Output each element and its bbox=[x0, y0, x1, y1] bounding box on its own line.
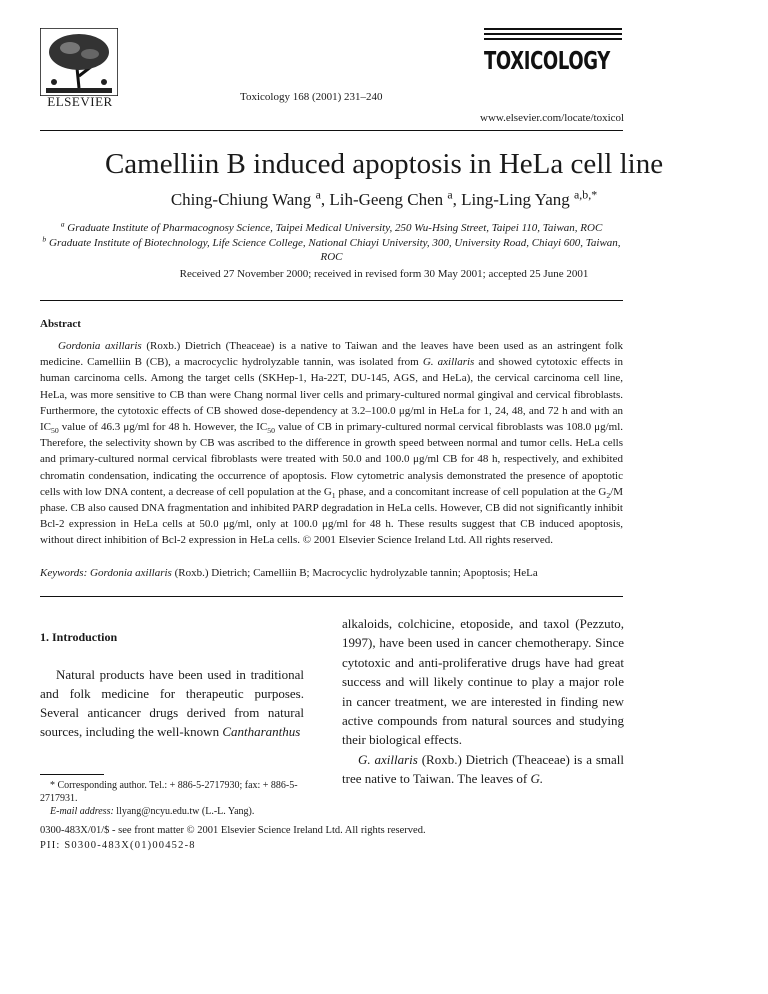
species-name: G. axillaris bbox=[422, 356, 475, 369]
abstract-segment: and showed cytotoxic effects in human carcinoma cells. Among the target cells (SKHep-1, Ha-22T, DU-145, AGS, and HeLa), the cervical carcinoma cell line, HeLa, was more sensitive to CB than were Chang normal liver cells and primary-cultured normal gingival and cervical fibroblasts. Furthermore, the cytotoxic effects of CB showed dose-dependency at 3.2–100.0 μg/ml in HeLa for 1, 24, 48, and 72 h and with an IC bbox=[40, 356, 623, 434]
affiliation-label: a bbox=[60, 219, 65, 229]
front-matter-line: 0300-483X/01/$ - see front matter © 2001 Elsevier Science Ireland Ltd. All rights reserved. bbox=[40, 825, 426, 836]
journal-masthead bbox=[484, 28, 622, 75]
journal-title: TOXICOLOGY bbox=[484, 46, 610, 75]
masthead-rule bbox=[484, 38, 622, 40]
left-column bbox=[40, 616, 304, 741]
body-paragraph: alkaloids, colchicine, etoposide, and taxol (Pezzuto, 1997), have been used in cancer chemotherapy. Since cytotoxic and anti-proliferative drugs have had great success and will likely continue to play a major role in cancer treatment, we are interested in finding new active compounds from natural sources and studying their biological effects. bbox=[342, 616, 624, 748]
author-name: Lih-Geeng Chen bbox=[329, 190, 444, 209]
affiliation-text: Graduate Institute of Biotechnology, Life Science College, National Chiayi University, 300, University Road, Chiayi 600, Taiwan, ROC bbox=[49, 237, 621, 263]
author-name: Ling-Ling Yang bbox=[461, 190, 570, 209]
abstract-top-divider bbox=[40, 300, 623, 301]
email-label: E-mail address: bbox=[50, 806, 114, 817]
author-list: Ching-Chiung Wang $^a$, Lih-Geeng Chen $^a$, Ling-Ling Yang $^{a,b,*}$ bbox=[170, 187, 598, 209]
affiliation-b bbox=[40, 236, 623, 264]
species-name: Gordonia axillaris bbox=[90, 567, 172, 579]
author-affil-mark: a bbox=[447, 187, 453, 202]
abstract-segment: /M phase. CB also caused DNA fragmentation and inhibited PARP degradation in HeLa cells. However, CB did not significantly inhibit Bcl-2 expression in HeLa cells at 50.0 μg/ml, only at 100.0 μg/ml for 48 h. These results suggest that CB induced apoptosis, without direct inhibition of Bcl-2 expression in HeLa cells. © 2001 Elsevier Science Ireland Ltd. All rights reserved. bbox=[40, 485, 623, 547]
affiliation-text: Graduate Institute of Pharmacognosy Science, Taipei Medical University, 250 Wu-Hsing Street, Taipei 110, Taiwan, ROC bbox=[67, 222, 603, 234]
subscript: 2 bbox=[606, 491, 611, 501]
subscript: 50 bbox=[51, 426, 59, 436]
affiliation-a bbox=[40, 219, 623, 234]
species-name: Cantharanthus bbox=[222, 724, 301, 739]
masthead-rule bbox=[484, 28, 622, 30]
subscript: 50 bbox=[267, 426, 275, 436]
keywords-list: (Roxb.) Dietrich; Camelliin B; Macrocyclic hydrolyzable tannin; Apoptosis; HeLa bbox=[171, 567, 538, 579]
pii-line: PII: S0300-483X(01)00452-8 bbox=[40, 840, 196, 851]
species-name: G. axillaris bbox=[358, 751, 418, 767]
author-affil-mark: a,b,* bbox=[574, 187, 598, 202]
subscript: 1 bbox=[331, 491, 336, 501]
body-paragraph bbox=[40, 665, 304, 741]
affiliation-label: b bbox=[42, 234, 47, 244]
section-heading: 1. Introduction bbox=[40, 630, 118, 644]
corresponding-author: * Corresponding author. Tel.: + 886-5-2717930; fax: + 886-5-2717931. bbox=[40, 780, 298, 804]
footnote bbox=[40, 779, 304, 818]
abstract-segment: value of CB in primary-cultured normal cervical fibroblasts was 108.0 μg/ml. Therefore, the selectivity shown by CB was ascribed to the difference in growth speed between normal and tumor cells. HeLa cells and primary-cultured normal cervical fibroblasts were treated with 50.0 and 100.0 μg/ml CB for 48 h, respectively, and exhibited chromatin condensation, indicating the occurrence of apoptosis. Flow cytometric analysis demonstrated the presence of apoptotic cells with low DNA content, a decrease of cell population at the G bbox=[40, 421, 624, 498]
keywords-label: Keywords: bbox=[40, 567, 88, 579]
abstract-segment: value of 46.3 μg/ml for 48 h. However, the IC bbox=[58, 421, 268, 434]
paragraph-text: Natural products have been used in traditional and folk medicine for therapeutic purposes. Several anticancer drugs derived from natural sources, including the well-known bbox=[40, 667, 304, 739]
abstract-heading: Abstract bbox=[40, 318, 81, 330]
body-paragraph bbox=[342, 750, 624, 789]
abstract-segment: (Roxb.) Dietrich (Theaceae) is a native to Taiwan and the leaves have been used as an astringent folk medicine. Camelliin B (CB), a macrocyclic hydrolyzable tannin, was isolated from bbox=[40, 340, 623, 369]
author-name: Ching-Chiung Wang bbox=[170, 190, 312, 209]
footnote-divider bbox=[40, 774, 104, 775]
publisher-name: ELSEVIER bbox=[47, 94, 113, 109]
elsevier-tree-logo bbox=[40, 28, 118, 102]
paragraph-text: (Roxb.) Dietrich (Theaceae) is a small tree native to Taiwan. The leaves of bbox=[342, 751, 624, 787]
journal-citation: Toxicology 168 (2001) 231–240 bbox=[240, 91, 383, 103]
keywords bbox=[40, 567, 623, 579]
journal-url[interactable]: www.elsevier.com/locate/toxicol bbox=[480, 112, 625, 124]
email-address[interactable]: llyang@ncyu.edu.tw (L.-L. Yang). bbox=[113, 806, 255, 817]
right-column bbox=[342, 614, 624, 789]
body-top-divider bbox=[40, 596, 623, 597]
author-affil-mark: a bbox=[315, 187, 321, 202]
paper-title: Camelliin B induced apoptosis in HeLa cell line bbox=[104, 148, 664, 180]
abstract-text bbox=[40, 338, 623, 549]
received-dates: Received 27 November 2000; received in revised form 30 May 2001; accepted 25 June 2001 bbox=[179, 268, 589, 280]
abstract-segment: phase, and a concomitant increase of cell population at the G bbox=[335, 485, 607, 498]
header-divider bbox=[40, 130, 623, 131]
species-name: G. bbox=[530, 771, 544, 787]
species-name: Gordonia axillaris bbox=[58, 340, 142, 352]
email-line bbox=[40, 805, 304, 818]
masthead-rule bbox=[484, 33, 622, 35]
